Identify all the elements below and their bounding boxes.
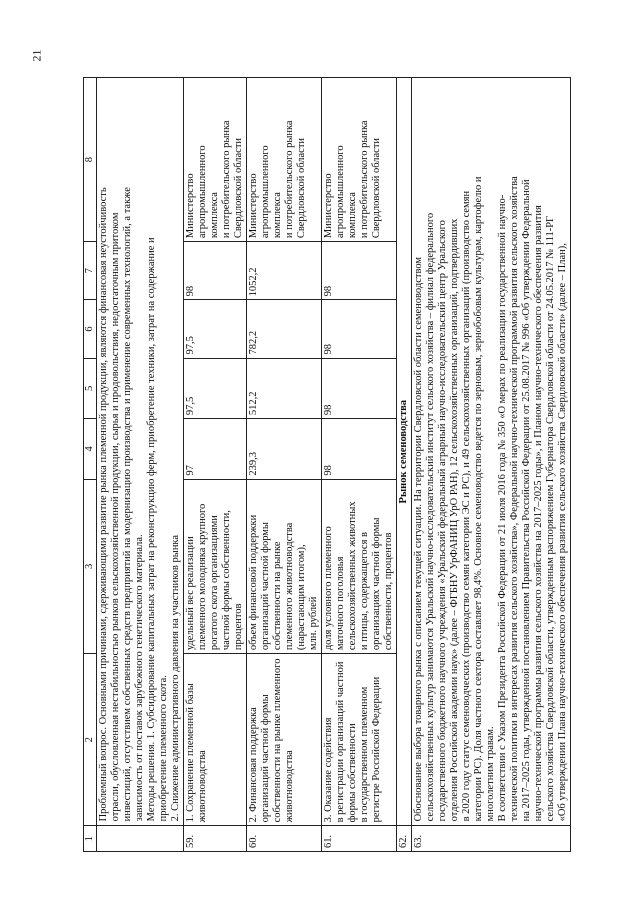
value-cell: 512,2 [247,358,322,419]
text-line: отрасли, обусловленная нестабильностью рынков сельскохозяйственной продукции, сырья и продовольствия, недостаточным притоком [110,212,121,822]
text-line: государственного бюджетного научного учреждения «Уральский федеральный аграрный научно-исследовательский центр Уральского [437,220,448,822]
text-line: комплекса [347,192,358,239]
text-line: (нарастающим итогом), [296,544,307,651]
text-line: научно-технической программы развития сельского хозяйства на 2017–2025 годы», и Планом научно-технического обеспечения развития [533,205,544,822]
text-line: зависимость от поставок зарубежного генетического материала. [134,534,145,822]
value-cell: 98 [322,419,397,480]
text-line: собственности на рынке племенного [272,658,283,823]
header-cell: 4 [84,419,97,480]
text-line: и потребительского рынка [284,120,295,239]
text-line: «Об утверждении Плана научно-технического обеспечения развития сельского хозяйства Свердловской области» (далее – План), [557,243,568,822]
table-row [322,78,397,852]
measure-cell [322,654,397,826]
text-line: приобретение племенного скота. [158,675,169,822]
text-line: маточного поголовья [335,556,346,651]
text-line: сельского хозяйства Свердловской области, утвержденным распоряжением Губернатора Свердловской области от 24.05.2017 № 111-РГ [545,215,556,822]
text-line: Свердловской области [371,137,382,239]
text-line: комплекса [272,192,283,239]
table-row [184,78,247,852]
text-line: В соответствии с Указом Президента Российской Федерации от 21 июля 2016 года № 350 «О мерах по реализации государственной научно- [497,194,508,822]
header-cell: 8 [84,78,97,242]
text-line: и птицы, содержащегося в [359,532,370,651]
text-line: Министерство [323,173,334,239]
rotated-page [83,77,628,852]
text-line: агропромышленного [335,145,346,239]
text-line: агропромышленного [260,145,271,239]
section-row [412,78,571,852]
section-text [412,78,571,826]
text-line: сельскохозяйственных животных [347,501,358,651]
problem-row [97,78,184,852]
indicator-cell [184,479,247,654]
value-cell: 239,3 [247,419,322,480]
value-cell: 1052,2 [247,242,322,300]
text-line: регистре Российской Федерации [371,676,382,823]
text-line: млн. рублей [308,596,319,651]
text-line: организаций частной формы [260,694,271,823]
indicator-cell [322,479,397,654]
row-number: 63. [412,826,571,852]
value-cell: 98 [184,242,247,300]
text-line: собственности, процентов [383,532,394,651]
text-line: комплекса [209,192,220,239]
value-cell: 97 [184,419,247,480]
text-line: Проблемный вопрос. Основными причинами, сдерживающими развитие рынка племенной продукции, являются финансовая неустойчивость [98,187,109,822]
text-line: организаций частной формы [260,522,271,651]
text-line: организациях частной формы [371,517,382,651]
text-line: Министерство [248,173,259,239]
text-line: многолетним травам. [485,726,496,822]
text-line: в регистрации организаций частной [335,661,346,823]
text-line: 1. Сохранение племенной базы [185,683,196,823]
page-number: 21 [29,49,44,62]
measure-cell [247,654,322,826]
text-line: 3. Оказание содействия [323,717,334,823]
text-line: инвестиций, отсутствием собственных средств предприятий на модернизацию производства и применение современных технологий, а также [122,187,133,822]
executor-cell [184,78,247,242]
header-cell: 5 [84,358,97,419]
text-line: формы собственности [347,723,358,823]
text-line: животноводства [197,750,208,823]
value-cell: 98 [322,242,397,300]
header-cell: 1 [84,826,97,852]
row-number: 62. [397,826,412,852]
text-line: агропромышленного [197,145,208,239]
row-number: 59. [184,826,247,852]
text-line: частной формы собственности, [221,510,232,651]
text-line: сельскохозяйственных культур занимаются Уральский научно-исследовательский институт сельского хозяйства – филиал федерального [425,212,436,822]
executor-cell [247,78,322,242]
text-line: Свердловской области [233,137,244,239]
text-line: собственности на рынке [272,541,283,651]
value-cell: 97,5 [184,358,247,419]
text-line: и потребительского рынка [221,120,232,239]
text-line: 2. Снижение административного давления на участников рынка [170,534,181,822]
text-line: 2. Финансовая поддержка [248,707,259,823]
indicator-cell [247,479,322,654]
empty-cell [97,826,184,852]
text-line: на 2017–2025 годы, утвержденной постановлением Правительства Российской Федерации от 25.08.2017 № 996 «Об утверждении Федеральной [521,179,532,822]
section-title: Рынок семеноводства [397,78,412,826]
text-line: животноводства [284,750,295,823]
text-line: Методы решения. 1. Субсидирование капитальных затрат на реконструкцию ферм, приобретение техники, затрат на содержание и [146,237,157,822]
section-row [397,78,412,852]
row-number: 60. [247,826,322,852]
text-line: в государственном племенном [359,686,370,823]
text-line: объем финансовой поддержки [248,514,259,651]
table-row [247,78,322,852]
header-cell: 3 [84,479,97,654]
text-line: Министерство [185,173,196,239]
text-line: рогатого скота организациями [209,515,220,651]
value-cell: 782,2 [247,300,322,358]
text-line: процентов [233,603,244,651]
value-cell: 98 [322,358,397,419]
header-cell: 2 [84,654,97,826]
executor-cell [322,78,397,242]
text-line: отделения Российской академии наук» (далее – ФГБНУ УрФАНИЦ УрО РАН), 12 сельскохозяйственных организаций, подтвердивших [449,218,460,822]
measure-cell [184,654,247,826]
text-line: Свердловской области [296,137,307,239]
value-cell: 98 [322,300,397,358]
text-line: и потребительского рынка [359,120,370,239]
header-cell: 7 [84,242,97,300]
text-line: доля условного племенного [323,526,334,651]
text-line: племенного молодняка крупного [197,503,208,651]
text-line: удельный вес реализации [185,536,196,651]
header-cell: 6 [84,300,97,358]
problem-text [97,78,184,826]
text-line: племенного животноводства [284,522,295,651]
header-row [84,78,97,852]
text-line: категории РС). Доля частного сектора составляет 98,4%. Основное семеноводство ведется по зерновым, зернобобовым культурам, картофелю и [473,176,484,822]
market-measures-table [83,77,571,852]
text-line: Обоснование выбора товарного рынка с описанием текущей ситуации. На территории Свердловской области семеноводством [413,256,424,822]
text-line: в 2020 году статус семеноводческих (производство семян категории ЭС и РС), и 49 сельскохозяйственных организаций (производство семян [461,190,472,822]
value-cell: 97,5 [184,300,247,358]
text-line: технической политики в интересах развития сельского хозяйства», Федеральной научно-технической программой развития сельского хозяйства [509,176,520,822]
row-number: 61. [322,826,397,852]
